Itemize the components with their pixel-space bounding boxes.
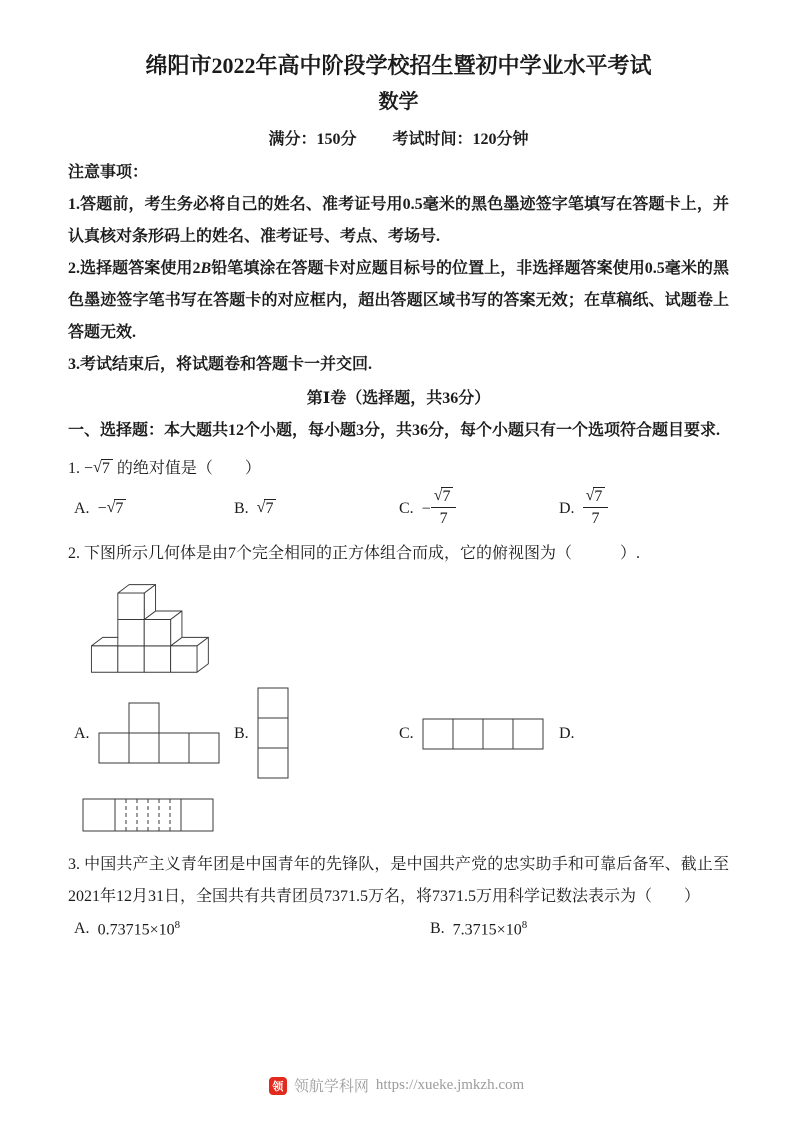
question-2-number: 2.	[68, 544, 80, 562]
q1-option-b-expression: √7	[257, 500, 277, 518]
q1-option-b: B. √7	[234, 500, 399, 518]
option-c-figure	[422, 718, 546, 750]
question-3-number: 3.	[68, 855, 80, 873]
option-b-figure	[257, 687, 291, 781]
section-1-instruction: 一、选择题：本大题共12个小题，每小题3分，共36分，每个小题只有一个选项符合题目要求.	[68, 421, 721, 439]
q1-option-d-expression: $\frac{√7}{7}$	[583, 491, 609, 528]
question-3-stem: 3. 中国共产主义青年团是中国青年的先锋队，是中国共产党的忠实助手和可靠后备军、截止至2021年12月31日，全国共有共青团员7371.5万名，将7371.5万用科学记数法表示为（ ）	[68, 855, 729, 905]
option-a-figure	[98, 702, 222, 766]
notice-item-3: 3.考试结束后，将试题卷和答题卡一并交回.	[68, 355, 373, 373]
question-1-stem: 1. −√7 的绝对值是（ ）	[68, 458, 261, 477]
italic-b: B	[200, 259, 212, 277]
footer-watermark	[0, 1075, 793, 1096]
footer-site-name: 领航学科网	[293, 1079, 369, 1095]
q3-option-b-expression: $7.3715\times 10^8$	[452, 918, 528, 939]
q2-option-d: D.	[559, 724, 575, 742]
question-1-number: 1.	[68, 459, 80, 477]
question-2-stem: 2. 下图所示几何体是由7个完全相同的正方体组合而成，它的俯视图为（ ）.	[68, 544, 641, 562]
q1-option-a: A. −√7	[74, 500, 234, 518]
q1-option-c: C. − $\frac{√7}{7}$	[399, 491, 559, 528]
question-1-options	[68, 486, 729, 528]
section-1-title: 第Ⅰ卷（选择题，共36分）	[306, 389, 491, 407]
question-3	[68, 849, 729, 939]
subject-title: 数学	[378, 90, 419, 113]
footer-site-url: https://xueke.jmkzh.com	[375, 1077, 525, 1093]
q2-option-a: A.	[74, 702, 234, 766]
notice-item-1: 1.答题前，考生务必将自己的姓名、准考证号用0.5毫米的黑色墨迹签字笔填写在答题卡上，并认真核对条形码上的姓名、准考证号、考点、考场号.	[68, 195, 729, 245]
q1-option-c-expression: − $\frac{√7}{7}$	[422, 491, 457, 528]
option-d-figure	[82, 798, 216, 833]
q1-option-a-expression: −√7	[98, 500, 127, 518]
notice-heading: 注意事项：	[68, 163, 149, 181]
q2-option-b: B.	[234, 687, 399, 781]
q3-option-a-expression: $0.73715\times 10^8$	[97, 918, 181, 939]
question-2-options	[68, 686, 729, 782]
q3-option-a: A. $0.73715\times 10^8$	[74, 918, 181, 939]
question-3-options	[68, 919, 729, 939]
q1-option-d: D. $\frac{√7}{7}$	[559, 491, 608, 528]
full-score: 满分：150分	[268, 130, 357, 148]
q1-stem-expression: −√7	[84, 460, 113, 477]
cube-stack-figure	[82, 578, 214, 676]
q3-option-b: B. $7.3715\times 10^8$	[430, 918, 528, 939]
score-line	[68, 126, 729, 149]
notice-section	[68, 157, 729, 381]
question-1	[68, 453, 729, 528]
exam-title: 绵阳市2022年高中阶段学校招生暨初中学业水平考试	[145, 53, 652, 78]
site-logo-icon: 领	[269, 1077, 287, 1095]
q2-option-c: C.	[399, 718, 559, 750]
exam-duration: 考试时间：120分钟	[392, 130, 529, 148]
question-2	[68, 538, 729, 833]
notice-item-2: 2.选择题答案使用2B铅笔填涂在答题卡对应题目标号的位置上，非选择题答案使用0.5毫米的黑色墨迹签字笔书写在答题卡的对应框内，超出答题区域书写的答案无效；在草稿纸、试题卷上答题无效.	[68, 259, 729, 341]
